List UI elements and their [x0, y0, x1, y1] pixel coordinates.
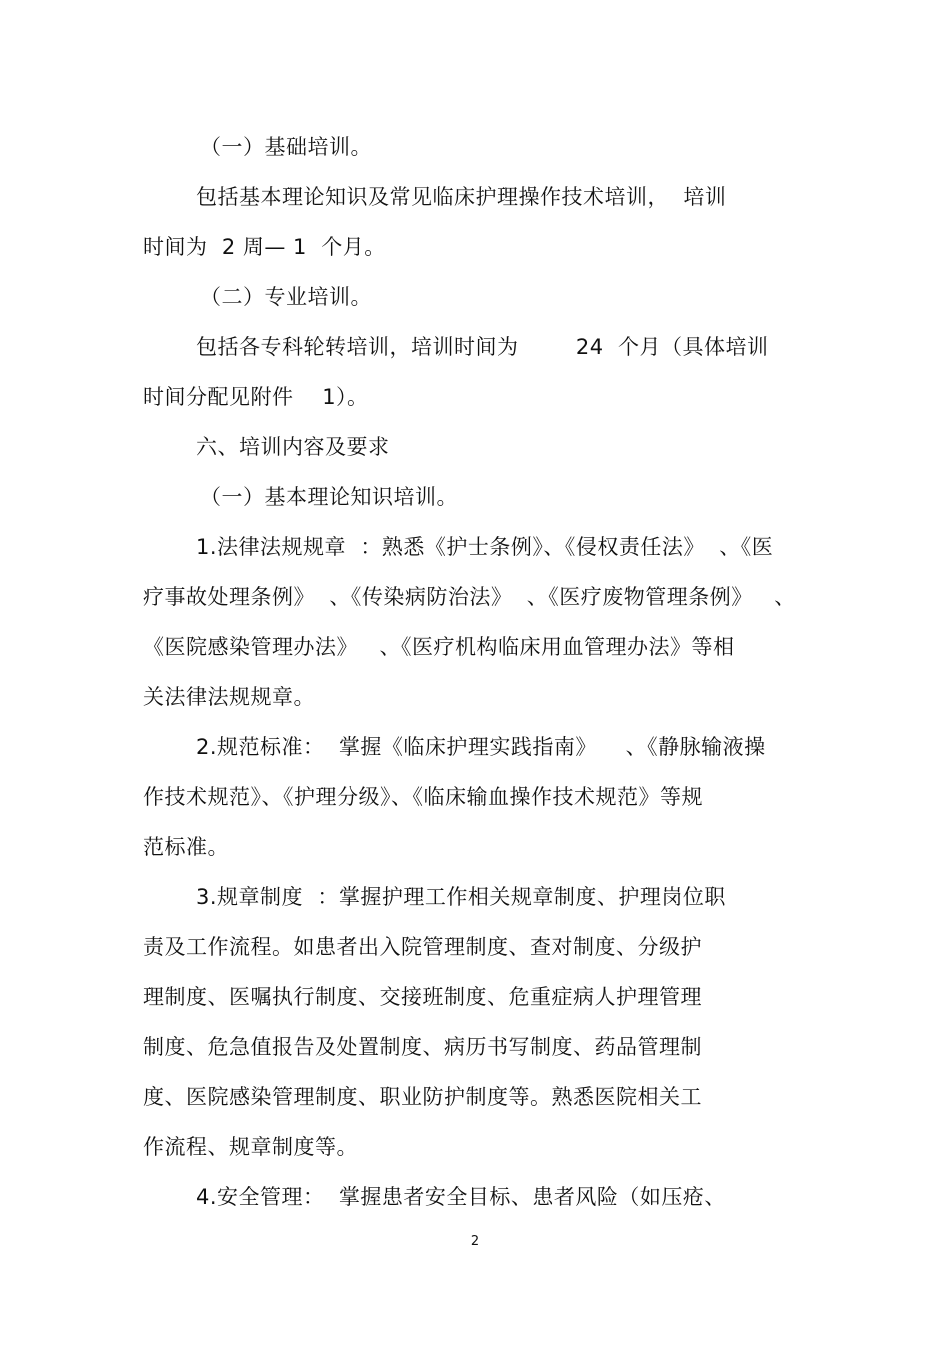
paragraph-line: 作技术规范》、《护理分级》、《临床输血操作技术规范》等规	[143, 785, 703, 809]
paragraph-line: 理制度、医嘱执行制度、交接班制度、危重症病人护理管理	[143, 985, 702, 1009]
subheading-theory-training: （一）基本理论知识培训。	[200, 485, 458, 509]
list-item-laws: 1.法律法规规章 ：熟悉《护士条例》、《侵权责任法》 、《医	[196, 535, 774, 559]
paragraph-line: 时间为 2 周— 1 个月。	[143, 235, 386, 259]
paragraph-line: 责及工作流程。如患者出入院管理制度、查对制度、分级护	[143, 935, 702, 959]
paragraph-line: 范标准。	[143, 835, 229, 859]
paragraph-line: 疗事故处理条例》 、《传染病防治法》 、《医疗废物管理条例》 、	[143, 585, 796, 609]
heading-professional-training: （二）专业培训。	[200, 285, 372, 309]
paragraph-line: 包括各专科轮转培训，培训时间为 24 个月（具体培训	[196, 335, 769, 359]
paragraph-line: 关法律法规规章。	[143, 685, 315, 709]
heading-basic-training: （一）基础培训。	[200, 135, 372, 159]
paragraph-line: 时间分配见附件 1）。	[143, 385, 369, 409]
list-item-safety-management: 4.安全管理： 掌握患者安全目标、患者风险（如压疮、	[196, 1185, 726, 1209]
page-number: 2	[470, 1234, 480, 1249]
section-heading-training-content: 六、培训内容及要求	[196, 435, 390, 459]
paragraph-line: 包括基本理论知识及常见临床护理操作技术培训， 培训	[196, 185, 727, 209]
paragraph-line: 作流程、规章制度等。	[143, 1135, 358, 1159]
paragraph-line: 制度、危急值报告及处置制度、病历书写制度、药品管理制	[143, 1035, 702, 1059]
list-item-regulations: 3.规章制度 ：掌握护理工作相关规章制度、护理岗位职	[196, 885, 726, 909]
list-item-standards: 2.规范标准： 掌握《临床护理实践指南》 、《静脉输液操	[196, 735, 766, 759]
paragraph-line: 度、医院感染管理制度、职业防护制度等。熟悉医院相关工	[143, 1085, 702, 1109]
paragraph-line: 《医院感染管理办法》 、《医疗机构临床用血管理办法》等相	[143, 635, 735, 659]
